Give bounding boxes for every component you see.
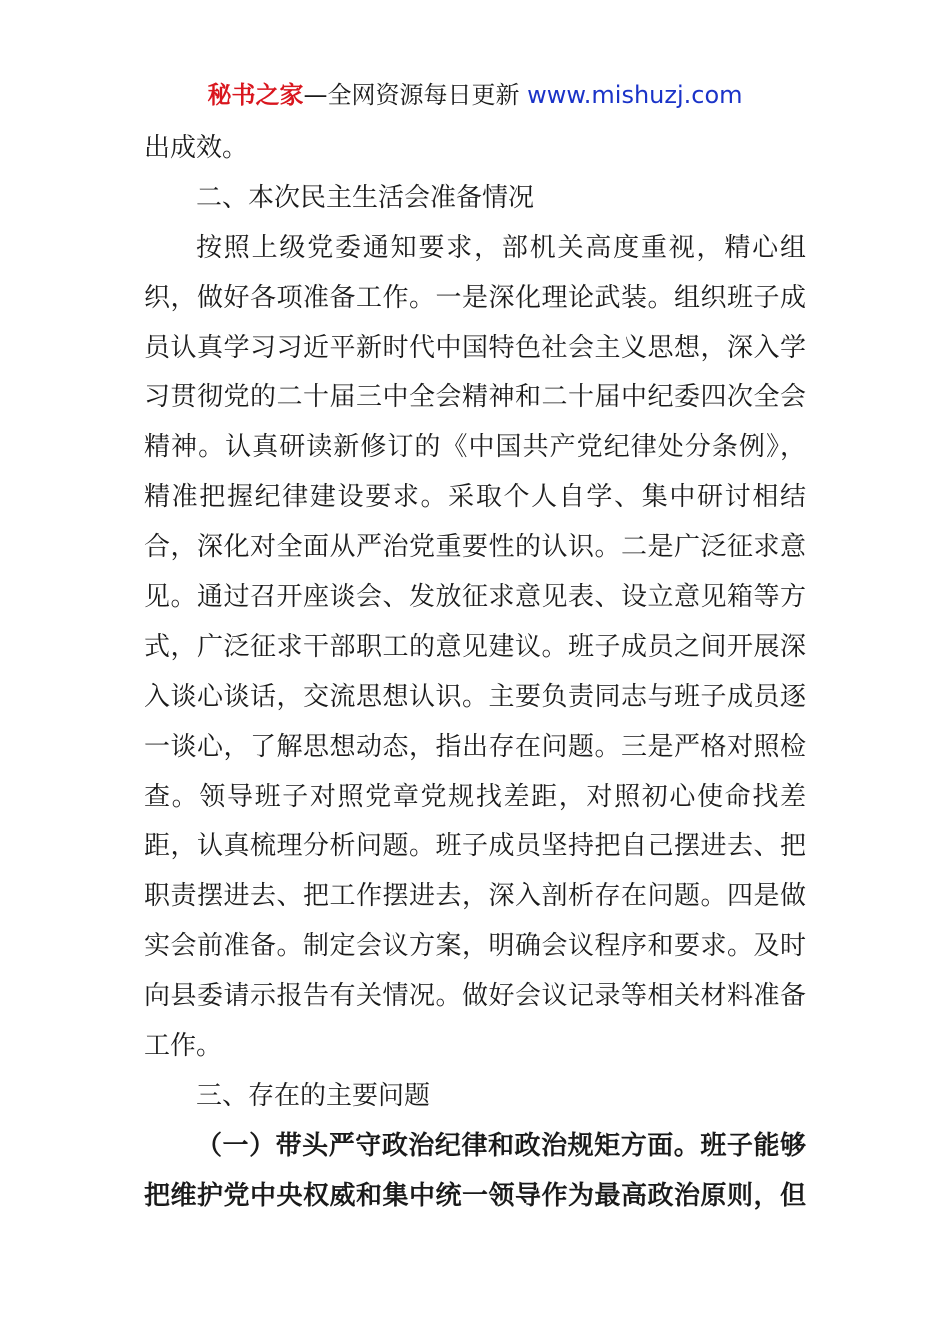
site-tagline: —全网资源每日更新 [303,81,528,109]
text-line-bold: 把维护党中央权威和集中统一领导作为最高政治原则，但 [144,1180,806,1211]
document-body [144,124,806,1222]
text-line: 职责摆进去、把工作摆进去，深入剖析存在问题。四是做 [144,881,806,912]
section-heading: 三、存在的主要问题 [196,1080,431,1111]
text-line: 习贯彻党的二十届三中全会精神和二十届中纪委四次全会 [144,382,806,413]
subsection-heading: （一）带头严守政治纪律和政治规矩方面。班子能够 [196,1130,806,1161]
site-brand: 秘书之家 [207,81,304,109]
text-line: 织，做好各项准备工作。一是深化理论武装。组织班子成 [144,282,806,313]
text-line: 式，广泛征求干部职工的意见建议。班子成员之间开展深 [144,631,806,662]
text-line: 查。领导班子对照党章党规找差距，对照初心使命找差 [144,781,806,812]
text-line: 工作。 [144,1031,223,1062]
section-heading: 二、本次民主生活会准备情况 [196,182,535,213]
text-line: 精准把握纪律建设要求。采取个人自学、集中研讨相结 [144,482,806,513]
text-line: 实会前准备。制定会议方案，明确会议程序和要求。及时 [144,931,806,962]
text-line: 入谈心谈话，交流思想认识。主要负责同志与班子成员逐 [144,681,806,712]
text-line: 出成效。 [144,133,249,163]
text-line: 员认真学习习近平新时代中国特色社会主义思想，深入学 [144,332,806,363]
text-line: 见。通过召开座谈会、发放征求意见表、设立意见箱等方 [144,582,806,613]
text-line: 一谈心，了解思想动态，指出存在问题。三是严格对照检 [144,731,806,762]
text-line: 距，认真梳理分析问题。班子成员坚持把自己摆进去、把 [144,831,806,862]
text-line: 向县委请示报告有关情况。做好会议记录等相关材料准备 [144,981,806,1012]
text-line: 精神。认真研读新修订的《中国共产党纪律处分条例》， [144,432,806,463]
text-line: 合，深化对全面从严治党重要性的认识。二是广泛征求意 [144,532,806,563]
text-line: 按照上级党委通知要求，部机关高度重视，精心组 [196,232,806,263]
site-header [0,78,950,112]
site-url-link[interactable]: www.mishuzj.com [527,81,743,109]
